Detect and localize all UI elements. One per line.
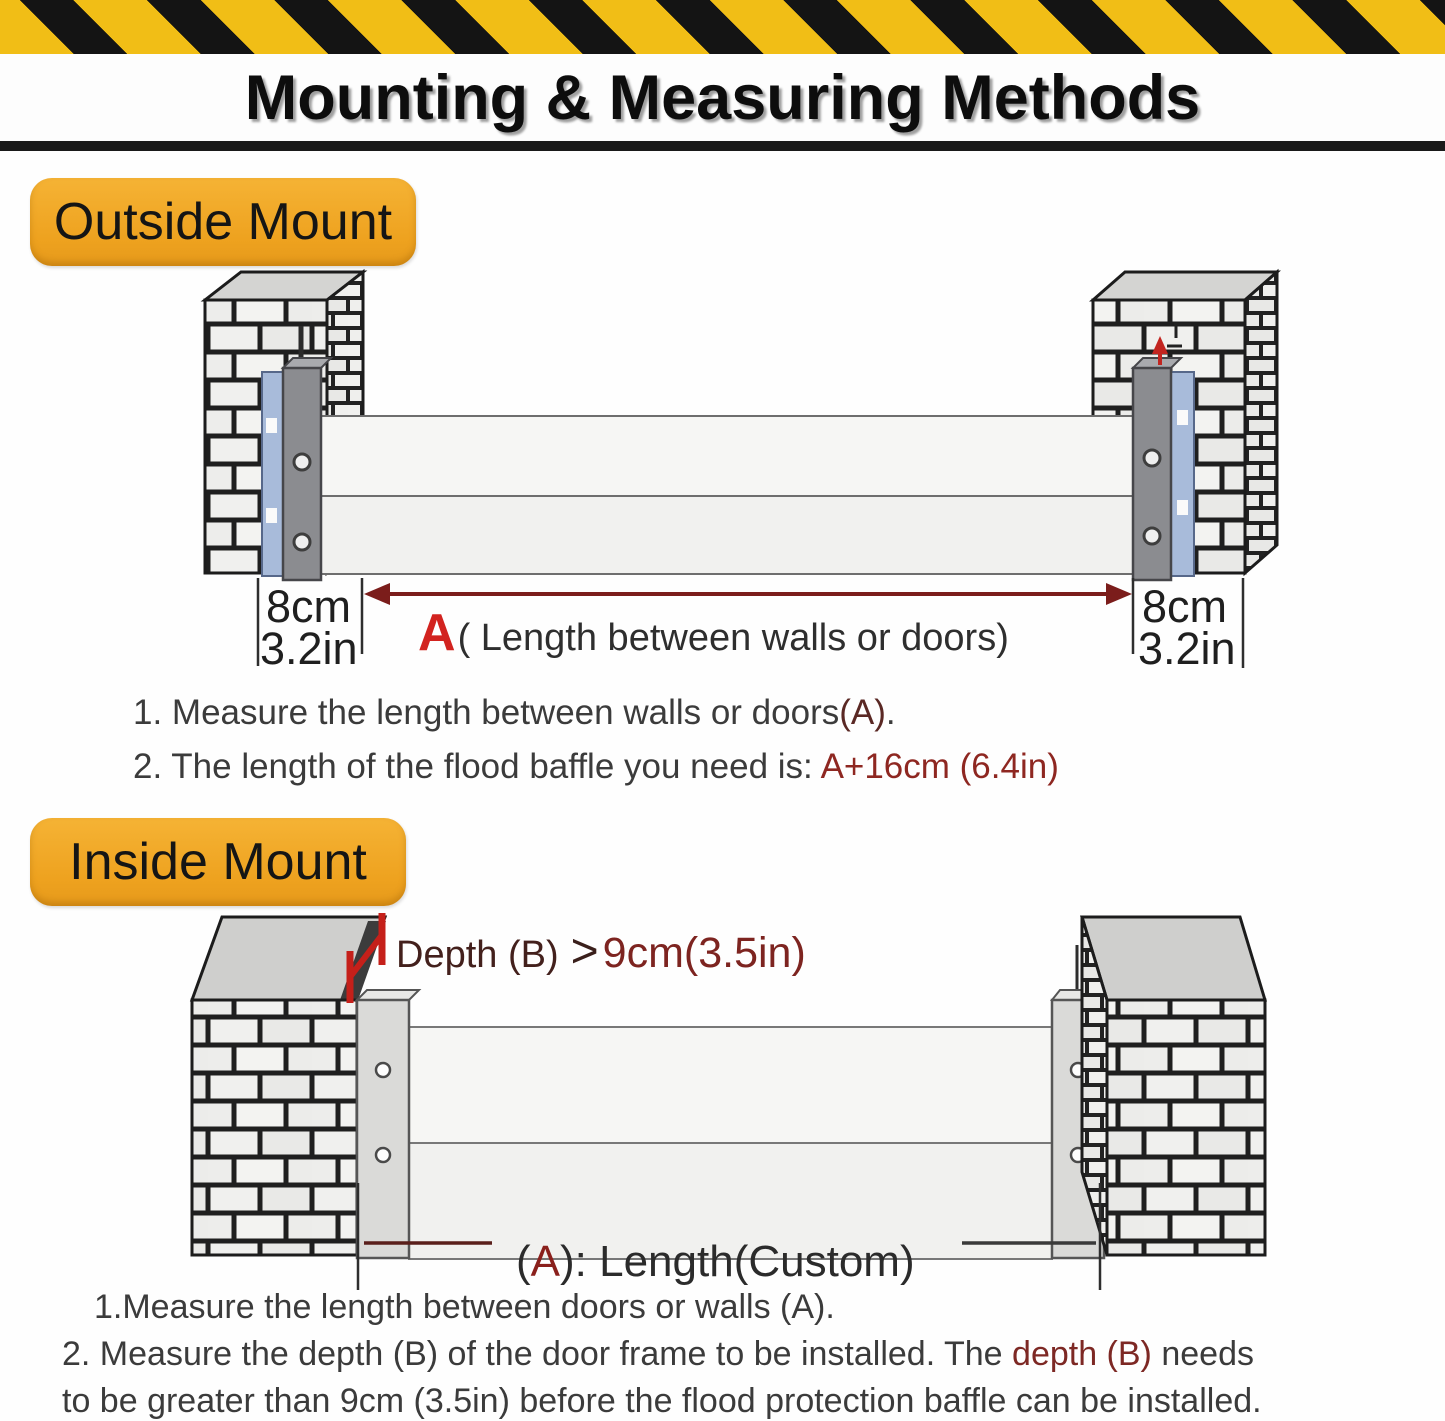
- hazard-stripe-banner: [0, 0, 1445, 54]
- screw-hole-icon: [294, 534, 310, 550]
- outside-mount-diagram: [0, 268, 1445, 673]
- arrow-head-right-icon: [1106, 583, 1132, 605]
- title-band: [0, 54, 1445, 141]
- right-pillar-top-face: [1082, 917, 1265, 1000]
- inside-step-1: 1.Measure the length between doors or walls (A).: [94, 1288, 835, 1326]
- flood-panel-top: [409, 1027, 1052, 1143]
- screw-hole-icon: [376, 1148, 390, 1162]
- left-mounting-channel: [357, 990, 419, 1258]
- screw-hole-icon: [376, 1063, 390, 1077]
- outside-mount-label: Outside Mount: [53, 193, 393, 251]
- dim-left-in: 3.2in: [260, 623, 358, 673]
- dim-caption-text: ( Length between walls or doors): [457, 617, 1009, 659]
- left-pillar-front-face: [192, 1000, 357, 1255]
- outside-step-2: 2. The length of the flood baffle you need is: A+16cm (6.4in): [133, 747, 1059, 787]
- right-pillar-front-face: [1107, 1000, 1265, 1255]
- dim-caption-letter: A: [418, 604, 456, 662]
- seal-mark: [1177, 410, 1188, 425]
- left-seal-strip: [262, 372, 283, 576]
- outside-step-1: 1. Measure the length between walls or doors(A).: [133, 693, 896, 732]
- dim-right-cm: 8cm: [1142, 581, 1228, 632]
- flood-baffle: [321, 416, 1133, 574]
- outside-mount-badge: [30, 178, 416, 266]
- right-seal-strip: [1171, 372, 1194, 576]
- right-pillar-side-face: [1245, 272, 1277, 573]
- inside-mount-steps: [62, 1284, 1262, 1421]
- inside-mount-diagram: [0, 905, 1445, 1305]
- dim-caption: [418, 604, 1009, 662]
- screw-hole-icon: [1144, 450, 1160, 466]
- arrow-head-left-icon: [364, 583, 390, 605]
- inside-step-2: 2. Measure the depth (B) of the door frame to be installed. The depth (B) needs: [62, 1334, 1254, 1373]
- flood-panel-bottom: [321, 496, 1133, 574]
- seal-mark: [1177, 500, 1188, 515]
- inside-mount-badge: [30, 818, 406, 906]
- length-label: (A): Length(Custom): [516, 1237, 915, 1286]
- dimension-group: [258, 578, 1243, 673]
- step-highlight: (A): [839, 693, 886, 732]
- step-highlight: depth (B): [1012, 1334, 1152, 1373]
- dim-right-in: 3.2in: [1138, 623, 1236, 673]
- depth-label: Depth (B) >9cm(3.5in): [396, 925, 806, 978]
- seal-mark: [266, 508, 277, 523]
- seal-mark: [266, 418, 277, 433]
- inside-mount-label: Inside Mount: [69, 833, 367, 891]
- flood-baffle: [409, 1027, 1052, 1259]
- page-title: Mounting & Measuring Methods: [244, 62, 1201, 133]
- inside-step-3: to be greater than 9cm (3.5in) before the flood protection baffle can be installed.: [62, 1381, 1262, 1420]
- screw-hole-icon: [1144, 528, 1160, 544]
- screw-hole-icon: [294, 454, 310, 470]
- flood-panel-top: [321, 416, 1133, 496]
- title-divider: [0, 141, 1445, 151]
- dim-left-cm: 8cm: [266, 581, 352, 632]
- right-pillar: [1082, 917, 1265, 1255]
- outside-mount-steps: [133, 686, 1059, 795]
- step-highlight: A+16cm (6.4in): [820, 747, 1059, 787]
